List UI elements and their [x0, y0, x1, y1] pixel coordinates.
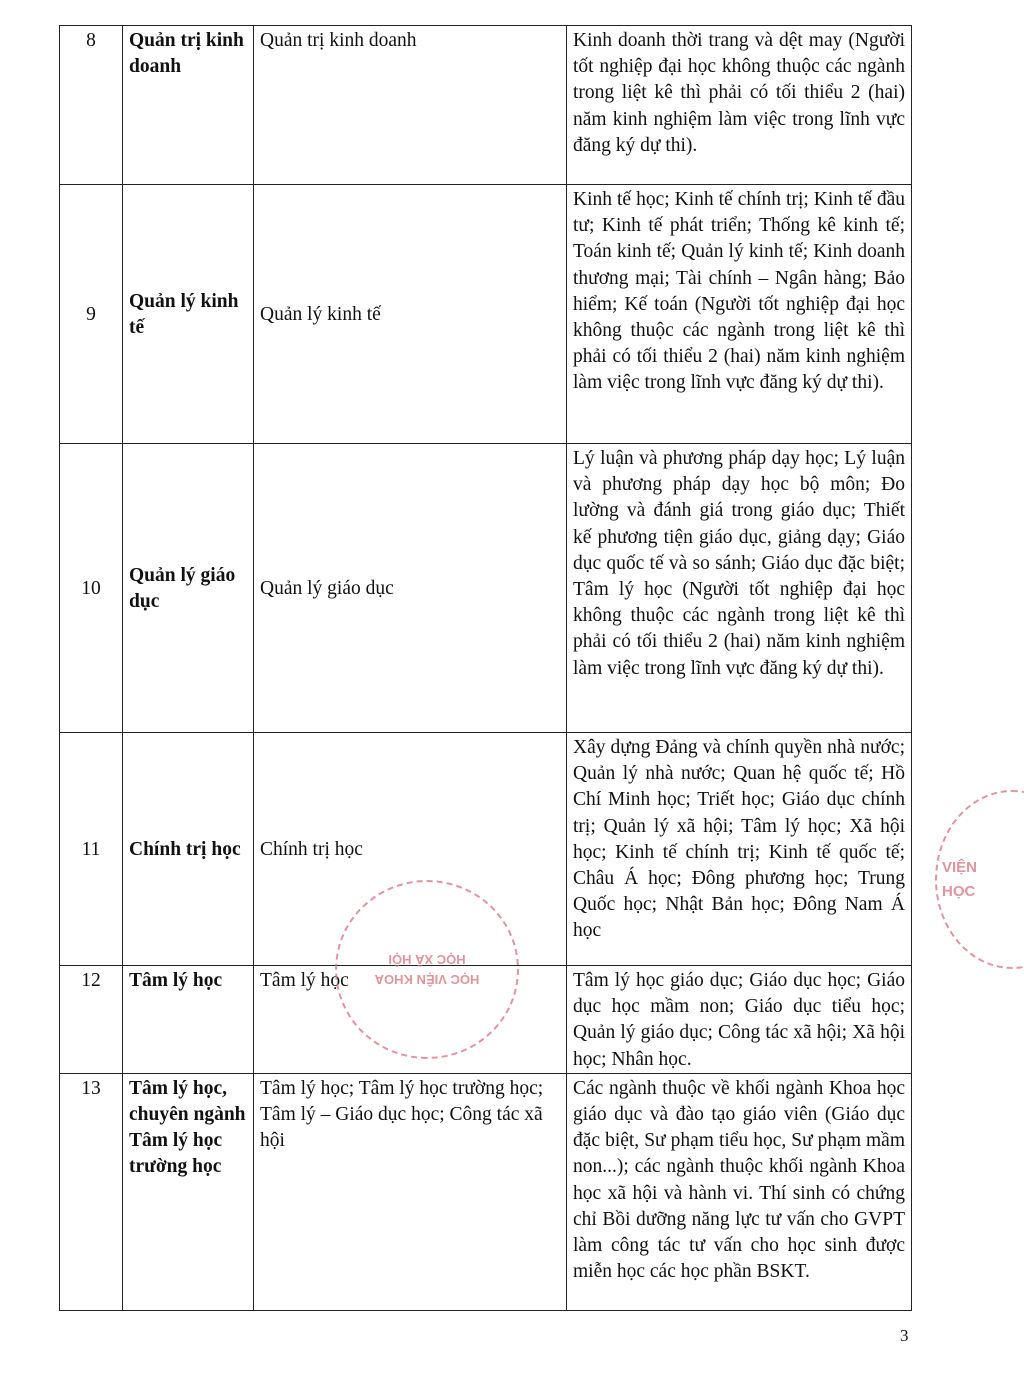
stamp-text: VIỆN HỌC — [942, 858, 978, 900]
row-number: 13 — [60, 1073, 123, 1310]
major-name: Chính trị học — [254, 733, 567, 966]
program-name: Tâm lý học — [123, 966, 254, 1074]
related-majors: Xây dựng Đảng và chính quyền nhà nước; Quản lý nhà nước; Quan hệ quốc tế; Hồ Chí Minh học; Triết học; Giáo dục chính trị; Quản lý xã hội; Tâm lý học; Xã hội học; Kinh tế chính trị; Kinh tế quốc tế; Châu Á học; Đông phương học; Trung Quốc học; Nhật Bản học; Đông Nam Á học — [567, 733, 912, 966]
major-name: Tâm lý học; Tâm lý học trường học; Tâm lý – Giáo dục học; Công tác xã hội — [254, 1073, 567, 1310]
table-row — [60, 185, 912, 444]
program-name: Quản lý kinh tế — [123, 185, 254, 444]
major-name: Quản lý giáo dục — [254, 444, 567, 733]
partial-stamp-seal — [935, 790, 1024, 969]
related-majors: Tâm lý học giáo dục; Giáo dục học; Giáo dục học mầm non; Giáo dục tiểu học; Quản lý giáo dục; Công tác xã hội; Xã hội học; Nhân học. — [567, 966, 912, 1074]
program-name: Quản trị kinh doanh — [123, 26, 254, 185]
related-majors: Kinh tế học; Kinh tế chính trị; Kinh tế đầu tư; Kinh tế phát triển; Thống kê kinh tế; Toán kinh tế; Quản lý kinh tế; Kinh doanh thương mại; Tài chính – Ngân hàng; Bảo hiểm; Kế toán (Người tốt nghiệp đại học không thuộc các ngành trong liệt kê thì phải có tối thiểu 2 (hai) năm kinh nghiệm làm việc trong lĩnh vực đăng ký dự thi). — [567, 185, 912, 444]
institution-stamp-seal — [335, 880, 519, 1059]
page-number: 3 — [900, 1326, 909, 1345]
stamp-text: HỌC VIỆN KHOA HỌC XÃ HỘI — [374, 952, 480, 988]
table-row — [60, 444, 912, 733]
row-number: 10 — [60, 444, 123, 733]
major-name: Quản trị kinh doanh — [254, 26, 567, 185]
program-name: Chính trị học — [123, 733, 254, 966]
row-number: 12 — [60, 966, 123, 1074]
related-majors: Lý luận và phương pháp dạy học; Lý luận và phương pháp dạy học bộ môn; Đo lường và đánh giá trong giáo dục; Thiết kế phương tiện giáo dục, giảng dạy; Giáo dục quốc tế và so sánh; Giáo dục đặc biệt; Tâm lý học (Người tốt nghiệp đại học không thuộc các ngành trong liệt kê thì phải có tối thiểu 2 (hai) năm kinh nghiệm làm việc trong lĩnh vực đăng ký dự thi). — [567, 444, 912, 733]
table-row — [60, 26, 912, 185]
row-number: 11 — [60, 733, 123, 966]
admission-table — [59, 25, 912, 1311]
major-name: Quản lý kinh tế — [254, 185, 567, 444]
related-majors: Kinh doanh thời trang và dệt may (Người tốt nghiệp đại học không thuộc các ngành trong liệt kê thì phải có tối thiểu 2 (hai) năm kinh nghiệm làm việc trong lĩnh vực đăng ký dự thi). — [567, 26, 912, 185]
row-number: 9 — [60, 185, 123, 444]
major-name: Tâm lý học — [254, 966, 567, 1074]
table-row — [60, 1073, 912, 1310]
program-name: Tâm lý học, chuyên ngành Tâm lý học trường học — [123, 1073, 254, 1310]
row-number: 8 — [60, 26, 123, 185]
program-name: Quản lý giáo dục — [123, 444, 254, 733]
related-majors: Các ngành thuộc về khối ngành Khoa học giáo dục và đào tạo giáo viên (Giáo dục đặc biệt, Sư phạm tiểu học, Sư phạm mầm non...); các ngành thuộc khối ngành Khoa học xã hội và hành vi. Thí sinh có chứng chỉ Bồi dưỡng năng lực tư vấn cho GVPT làm công tác tư vấn cho học sinh được miễn học các học phần BSKT. — [567, 1073, 912, 1310]
